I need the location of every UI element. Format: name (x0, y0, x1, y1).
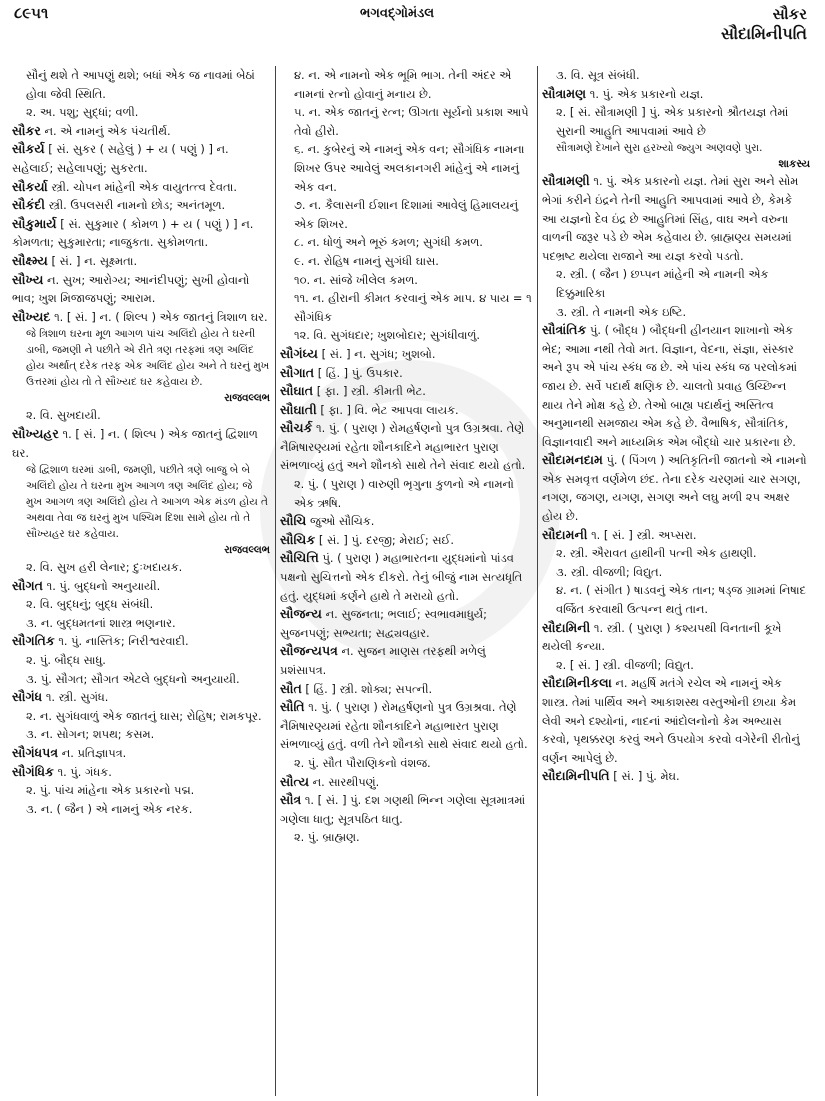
entry-sense (280, 196, 532, 233)
dictionary-entry (280, 364, 532, 383)
entry-headword: સૌગંધ્ય (280, 345, 318, 361)
entry-text: ૧. સ્ત્રી. સુગંધ. (45, 690, 109, 705)
dictionary-entry (12, 308, 270, 327)
entry-text: ૨. સ્ત્રી. ઐરાવત હાથીની પત્ની એક હાથણી. (556, 546, 757, 561)
entry-headword: સૌજન્યપત્ર (280, 643, 338, 659)
entry-text: ૧૧. ન. હીરાની કીમત કરવાનું એક માપ. ૪ પાય = ૧ સૌગંધિક (294, 291, 532, 324)
entry-text: જે દ્વિશાળ ઘરમાં ડાબી, જમણી, પછીતે ત્રણે બાજુ બે બે અલિંદો હોય તે ઘરના મુખ આગળ ત્રણ અલિંદ હોય; જે મુખ આગળ ત્રણ અલિંદો હોય તે આગળ એક મંડળ હોય તે અથવા તેવા જ ઘરનું મુખ પશ્ચિમ દિશા સામે હોય તો તે સૌખ્યહર ઘર કહેવાય. (26, 464, 268, 541)
entry-text: [ સં. સુકુમાર ( કોમળ ) + ય ( પણું ) ] ન. કોમળતા; સુકુમારતા; નાજુકતા. સુકોમળતા. (12, 216, 254, 250)
entry-text: ૧. પું. ( પુરાણ ) રોમહર્ષણનો પુત્ર ઉગ્રશ્રવા. તેણે નૈમિષારણ્યમાં રહેતા શૌનકાદિને મહાભારત પુરાણ સંભળાવ્યું હતું અને શૌનકો સાથે તેને સંવાદ થયો હતો. (280, 421, 526, 473)
entry-text: ૨. પું. પાંચ માંહેના એક પ્રકારનો પદ્મ. (26, 783, 195, 798)
entry-text: શાકસ્ય (778, 158, 810, 171)
entry-text: ૨. પું. ( પુરાણ ) વારુણી ભૃગુના કુળનો એ નામનો એક ઋષિ. (294, 477, 514, 510)
dictionary-entry (12, 425, 270, 462)
entry-text: ૨. સ્ત્રી. ( જૈન ) છપ્પન માંહેની એ નામની એક દિક્કુમારિકા (556, 267, 769, 300)
entry-headword: સૌગંધિક (12, 763, 54, 779)
entry-headword: સૌત્ર (280, 792, 302, 808)
entry-headword: સૌદામિનીકલા (542, 675, 612, 691)
dictionary-entry (280, 605, 532, 642)
page-header (0, 0, 825, 44)
column-divider (275, 66, 276, 1096)
entry-headword: સૌદામનદામ (542, 452, 603, 468)
entry-text: ૩. પું. સૌગત; સૌગત એટલે બુદ્ધનો અનુયાયી. (26, 671, 240, 686)
entry-headword: સૌત્રામણી (542, 173, 590, 189)
entry-sense (12, 800, 270, 819)
entry-headword: સૌત (280, 680, 302, 696)
entry-text: [ સં. સુકર ( સહેલું ) + ય ( પણું ) ] ન. સહેલાઈ; સહેલાપણું; સુકરતા. (12, 142, 229, 175)
dictionary-entry (542, 526, 810, 545)
entry-headword: સૌકર્ય (12, 141, 45, 157)
entry-text: ૯. ન. રોહિષ નામનું સુગંધી ઘાસ. (294, 253, 439, 268)
entry-source (12, 390, 270, 406)
entry-text: [ ફા. ] વિ. ભેટ આપવા લાયક. (320, 402, 459, 417)
dictionary-entry (280, 419, 532, 475)
entry-headword: સૌતિ (280, 699, 305, 715)
dictionary-entry (542, 172, 810, 265)
dictionary-entry (280, 549, 532, 605)
dictionary-entry (12, 577, 270, 596)
entry-headword: સૌકર્યા (12, 178, 48, 194)
dictionary-entry (12, 122, 270, 141)
entry-text: ૩. ન. સોગન; શપથ; કસમ. (26, 727, 155, 742)
entry-text: પું. ( પિંગળ ) અતિકૃતિની જાતનો એ નામનો એક સમવૃત્ત વર્ણમેળ છંદ. તેના દરેક ચરણમાં ચાર સગણ, નગણ, જગણ, યગણ, સગણ અને લઘુ મળી ૨૫ અક્ષર હોય છે. (542, 453, 807, 524)
entry-sense (280, 252, 532, 271)
entry-headword: સૌચર્ક (280, 420, 313, 436)
entry-text: [ સં. ] ન. સૂક્ષ્મતા. (51, 253, 138, 268)
entry-headword: સૌખ્યદ (12, 308, 51, 324)
entry-text: ૧. પું. એક પ્રકારનો યજ્ઞ. તેમાં સુરા અને સોમ ભેગાં કરીને ઇંદ્રને તેની આહુતિ આપવામાં આવે છે, કેમકે આ યજ્ઞનો દેવ ઇંદ્ર છે આહુતિમાં સિંહ, વાઘ અને વરુના વાળની જરૂર પડે છે એમ કહેવાય છે. બ્રાહ્મણ્ય સમયમાં પદભ્રષ્ટ થયેલા રાજાને આ યજ્ઞ કરવો પડતો. (542, 174, 799, 263)
entry-headword: સૌગંધ (12, 689, 43, 705)
entry-text: ૩. વિ. સૂત્ર સંબંધી. (556, 68, 640, 82)
entry-text: ૨. [ સં. ] સ્ત્રી. વીજળી; વિદ્યુત. (556, 657, 694, 672)
entry-text: ૨. અ. પશુ; સુદ્ધાં; વળી. (26, 105, 139, 120)
entry-text: ૧. પું. એક પ્રકારનો યજ્ઞ. (589, 86, 704, 101)
entry-text: સૌત્રામણે દેખાને સુરા હરખ્યો જ્યુગ અણવણે પુરા. (556, 142, 763, 155)
entry-text: ૪. ન. એ નામનો એક ભૂમિ ભાગ. તેની અંદર એ નામનાં રત્નો હોવાનું મનાય છે. (294, 68, 512, 101)
book-title: ભગવદ્ગોમંડલ (360, 6, 435, 21)
entry-headword: સૌત્રામણ (542, 85, 587, 101)
guide-word-last: સૌદામિનીપતિ (721, 24, 807, 43)
entry-headword: સૌકંદી (12, 197, 45, 213)
entry-headword: સૌગંધપત્ર (12, 745, 59, 761)
entry-headword: સૌઘાત (280, 383, 314, 399)
entry-text: ૨. [ સં. સૌત્રામણી ] પું. એક પ્રકારનો શ્રૌતયજ્ઞ તેમાં સુરાની આહુતિ આપવામાં આવે છે (556, 105, 789, 138)
column-divider (537, 66, 538, 1096)
entry-headword: સૌઘાતી (280, 401, 317, 417)
entry-text: ન. સુજનતા; ભલાઈ; સ્વભાવમાધુર્ય; સુજનપણું; સભ્યતા; સદ્વ્યવહાર. (280, 607, 487, 640)
entry-sense (12, 725, 270, 744)
entry-text: સ્ત્રી. ઉપલસરી નામનો છોડ; અનંતમૂળ. (48, 198, 226, 213)
entry-source (542, 156, 810, 172)
entry-text: ૧. સ્ત્રી. ( પુરાણ ) કશ્યપથી વિનતાની કૂખે થયેલી કન્યા. (542, 620, 782, 654)
dictionary-entry (542, 619, 810, 656)
dictionary-entry (280, 680, 532, 699)
entry-text: ૧. [ સં. ] સ્ત્રી. અપ્સરા. (591, 527, 697, 542)
page-number: ૮૯૫૧ (14, 4, 49, 22)
entry-text: ૨. પું. બૌદ્ધ સાધુ. (26, 653, 106, 668)
dictionary-entry (12, 178, 270, 197)
entry-text: ન. એ નામનું એક પંચતીર્થ. (44, 123, 171, 138)
entry-text: ૧. પું. ગંધક. (57, 764, 112, 779)
entry-headword: સૌદામિની (542, 619, 591, 635)
entry-text: ૨. વિ. બુદ્ધનું; બુદ્ધ સંબંધી. (26, 597, 154, 612)
entry-sense (12, 670, 270, 689)
entry-text: ૧૦. ન. સાંજે ખીલેલ કમળ. (294, 272, 418, 287)
entry-sense (280, 828, 532, 847)
dictionary-entry (280, 382, 532, 401)
entry-text: ૧. [ સં. ] પું. દશ ગણથી ભિન્ન ગણેલા સૂત્રમાત્રમાં ગણેલા ધાતુ; સૂત્રપઠિત ધાતુ. (280, 793, 526, 826)
entry-sense (12, 707, 270, 726)
entry-text: ૩. ન. બુદ્ધમતનાં શાસ્ત્ર ભણનાર. (26, 615, 176, 630)
entry-sense (12, 614, 270, 633)
entry-text: ૮. ન. ધોળું અને ભૂરું કમળ; સુગંધી કમળ. (294, 235, 483, 250)
entry-text: સૌનું થશે તે આપણું થશે; બધાં એક જ નાવમાં બેઠાં હોવા જેવી સ્થિતિ. (26, 68, 255, 101)
entry-sense (280, 289, 532, 326)
entry-text: ૨. વિ. સુખદાયી. (26, 408, 101, 423)
entry-text: ૧૨. વિ. સુગંધદાર; ખુશબોદાર; સુગંધીવાળું. (294, 328, 480, 343)
entry-text: ૬. ન. કુબેરનું એ નામનું એક વન; સૌગંધિક નામના શિખર ઉપર આવેલું અલકાનગરી માંહેનું એ નામનું એક વન. (294, 142, 525, 194)
entry-sense (12, 66, 270, 103)
entry-headword: સૌકર (12, 122, 41, 138)
entry-headword: સૌકુમાર્ય (12, 215, 57, 231)
entry-text: રાજવલ્લભ (224, 392, 270, 405)
entry-text: જુઓ સૌચિક. (309, 514, 375, 529)
entry-sense (280, 103, 532, 140)
entry-headword: સૌચિત્તિ (280, 550, 319, 566)
entry-text: ન. સુજન માણસ તરફથી મળેલું પ્રશંસાપત્ર. (280, 644, 486, 677)
entry-text: ૪. ન. ( સંગીત ) ષાડવનું એક તાન; ષડ્જ ગ્રામમાં નિષાદ વર્જિત કરવાથી ઉત્પન્ન થતું તાન. (556, 583, 806, 617)
guide-words (721, 4, 807, 44)
entry-sense (280, 326, 532, 345)
dictionary-entry (12, 688, 270, 707)
entry-sense (280, 271, 532, 290)
entry-text: ૧. પું. બુદ્ધનો અનુયાયી. (46, 578, 161, 593)
entry-sense (280, 140, 532, 196)
entry-text: ૨. પું. બ્રાહ્મણ. (294, 830, 360, 845)
entry-sense (542, 103, 810, 140)
entry-sense (280, 475, 532, 512)
dictionary-entry (542, 85, 810, 104)
entry-sense (280, 233, 532, 252)
dictionary-entry (280, 512, 532, 531)
dictionary-column-2 (280, 66, 532, 1096)
entry-headword: સૌત્ય (280, 773, 310, 789)
entry-sense (542, 303, 810, 322)
entry-quote (542, 140, 810, 156)
entry-quote (12, 326, 270, 390)
entry-text: સ્ત્રી. ચોપન માંહેની એક વાયુતત્ત્વ દેવતા. (51, 179, 237, 194)
entry-text: [ ફા. ] સ્ત્રી. કીમતી ભેટ. (316, 384, 426, 399)
dictionary-column-3 (542, 66, 810, 1096)
dictionary-entry (542, 451, 810, 525)
entry-sense (12, 781, 270, 800)
entry-sense (12, 558, 270, 577)
entry-sense (280, 66, 532, 103)
entry-headword: સૌખ્ય (12, 271, 44, 287)
dictionary-entry (542, 674, 810, 767)
entry-text: ૧. પું. ( પુરાણ ) રોમહર્ષણનો પુત્ર ઉગ્રશ્રવા. તેણે નૈમિષારણ્યમાં રહેતા શૌનકાદિને મહાભારત પુરાણ સંભળાવ્યું હતું. વળી તેને શૌનકો સાથે સંવાદ થયો હતો. (280, 700, 528, 752)
entry-headword: સૌદામની (542, 526, 588, 542)
dictionary-entry (280, 531, 532, 550)
dictionary-entry (542, 321, 810, 451)
dictionary-entry (12, 744, 270, 763)
entry-headword: સૌદામિનીપતિ (542, 768, 610, 784)
entry-source (12, 542, 270, 558)
entry-sense (542, 581, 810, 618)
dictionary-entry (12, 252, 270, 271)
entry-text: ૧. [ સં. ] ન. ( શિલ્પ ) એક જાતનું ત્રિશાળ ઘર. (54, 309, 268, 324)
entry-sense (542, 563, 810, 582)
entry-text: [ સં. ] ન. સુગંધ; ખુશબો. (321, 346, 436, 361)
dictionary-column-1 (12, 66, 270, 1096)
entry-headword: સૌખ્યહર (12, 425, 59, 441)
entry-headword: સૌજન્ય (280, 606, 322, 622)
entry-text: ન. સુખ; આરોગ્ય; આનંદીપણું; સુખી હોવાનો ભાવ; ખુશ મિજાજપણું; આરામ. (12, 272, 250, 306)
entry-text: [ સં. ] પું. મેઘ. (613, 769, 680, 784)
dictionary-entry (280, 642, 532, 679)
dictionary-entry (12, 632, 270, 651)
entry-sense (12, 595, 270, 614)
dictionary-entry (12, 196, 270, 215)
entry-text: ૩. સ્ત્રી. તે નામની એક ઇષ્ટિ. (556, 304, 687, 319)
entry-headword: સૌચિ (280, 513, 307, 529)
entry-headword: સૌચિક (280, 531, 316, 547)
entry-sense (280, 754, 532, 773)
entry-headword: સૌગત (12, 577, 43, 593)
entry-sense (542, 66, 810, 85)
dictionary-entry (280, 791, 532, 828)
entry-text: [ હિં. ] પું. ઉપકાર. (317, 365, 403, 380)
entry-text: ૨. ન. સુગંધવાળું એક જાતનું ઘાસ; રોહિષ; રામકપૂર. (26, 708, 262, 723)
entry-text: જે ત્રિશાળ ઘરના મૂળ આગળ પાંચ અલિંદો હોય તે ઘરની ડાબી, જમણી ને પછીતે એ રીતે ત્રણ તરફમાં ત્રણ અલિંદ હોય અર્થાત્ દરેક તરફ એક અલિંદ હોય અને તે ઘરનું મુખ ઉત્તરમાં હોય તો તે સૌખ્યદ ઘર કહેવાય છે. (26, 328, 270, 389)
entry-text: ૫. ન. એક જાતનું રત્ન; ઊગતા સૂર્યનો પ્રકાશ આપે તેવો હીરો. (294, 105, 529, 138)
entry-headword: સૌગાત (280, 364, 315, 380)
dictionary-entry (12, 140, 270, 177)
dictionary-entry (542, 767, 810, 786)
entry-quote (12, 462, 270, 542)
entry-sense (12, 406, 270, 425)
entry-text: પું. ( પુરાણ ) મહાભારતના યુદ્ધમાંનો પાંડવ પક્ષનો સુચિત્તનો એક દીકરો. તેનું બીજું નામ સત્યધૃતિ હતું. યુદ્ધમાં કર્ણને હાથે તે મરાયો હતો. (280, 551, 523, 603)
dictionary-entry (12, 763, 270, 782)
entry-sense (542, 265, 810, 302)
entry-sense (12, 651, 270, 670)
entry-text: રાજવલ્લભ (224, 544, 270, 557)
entry-headword: સૌત્રાંતિક (542, 322, 587, 338)
dictionary-entry (12, 215, 270, 252)
entry-sense (12, 103, 270, 122)
entry-text: પું. ( બૌદ્ધ ) બૌદ્ધની હીનયાન શાખાનો એક ભેદ; આમા નથી તેવો મત. વિજ્ઞાન, વેદના, સંજ્ઞા, સંસ્કાર અને રૂપ એ પાંચ સ્કંધ જ છે. એ પાંચ સ્કંધ જ પરલોકમાં જાય છે. સર્વે પદાર્થ ક્ષણિક છે. ચાલતો પ્રવાહ ઉચ્છિન્ન થાય તેને મોક્ષ કહે છે. તેઓ બાહ્ય પદાર્થનું અસ્તિત્વ અનુમાનથી સમજાય એમ કહે છે. વૈભાષિક, સૌત્રાંતિક, વિજ્ઞાનવાદી અને માધ્યમિક એમ બૌદ્ધો ચાર પ્રકારના છે. (542, 323, 798, 449)
dictionary-entry (280, 345, 532, 364)
entry-text: ૧. પું. નાસ્તિક; નિરીશ્વરવાદી. (58, 634, 189, 649)
dictionary-entry (280, 773, 532, 792)
guide-word-first: સૌકર (772, 5, 807, 23)
entry-sense (542, 544, 810, 563)
entry-text: ન. સારથીપણું. (312, 774, 380, 789)
entry-text: ન. મહર્ષિ મતંગે રચેલ એ નામનું એક શાસ્ત્ર. તેમાં પાર્થિવ અને આકાશસ્થ વસ્તુઓની છાયા કેમ લેવી અને દશ્યોનાં, નાદનાં આંદોલનોનો કેમ અભ્યાસ કરવો, પૃથક્કરણ કરવું અને ઉપયોગ કરવો વગેરેની રીતોનું વર્ણન આપેલું છે. (542, 676, 800, 765)
entry-headword: સૌગતિક (12, 633, 55, 649)
entry-text: ૩. ન. ( જૈન ) એ નામનું એક નરક. (26, 801, 193, 816)
entry-text: ન. પ્રતિજ્ઞાપત્ર. (61, 746, 127, 761)
dictionary-entry (280, 698, 532, 754)
dictionary-entry (280, 401, 532, 420)
entry-sense (542, 656, 810, 675)
dictionary-entry (12, 271, 270, 308)
entry-text: [ સં. ] પું. દરજી; મેરાઈ; સઈ. (318, 532, 454, 547)
entry-text: ૧. [ સં. ] ન. ( શિલ્પ ) એક જાતનું દ્વિશાળ ઘર. (12, 426, 258, 460)
entry-text: ૨. પું. સૌત પૌરાણિકનો વંશજ. (294, 755, 431, 770)
entry-text: ૨. વિ. સુખ હરી લેનાર; દુઃખદાયક. (26, 560, 183, 575)
entry-text: [ હિં. ] સ્ત્રી. શોક્ય; સપત્ની. (305, 681, 433, 696)
entry-text: ૭. ન. કૈલાસની ઈશાન દિશામાં આવેલું હિમાલયનું એક શિખર. (294, 198, 519, 231)
entry-headword: સૌક્ષ્મ્ય (12, 252, 48, 268)
entry-text: ૩. સ્ત્રી. વીજળી; વિદ્યુત. (556, 564, 663, 579)
